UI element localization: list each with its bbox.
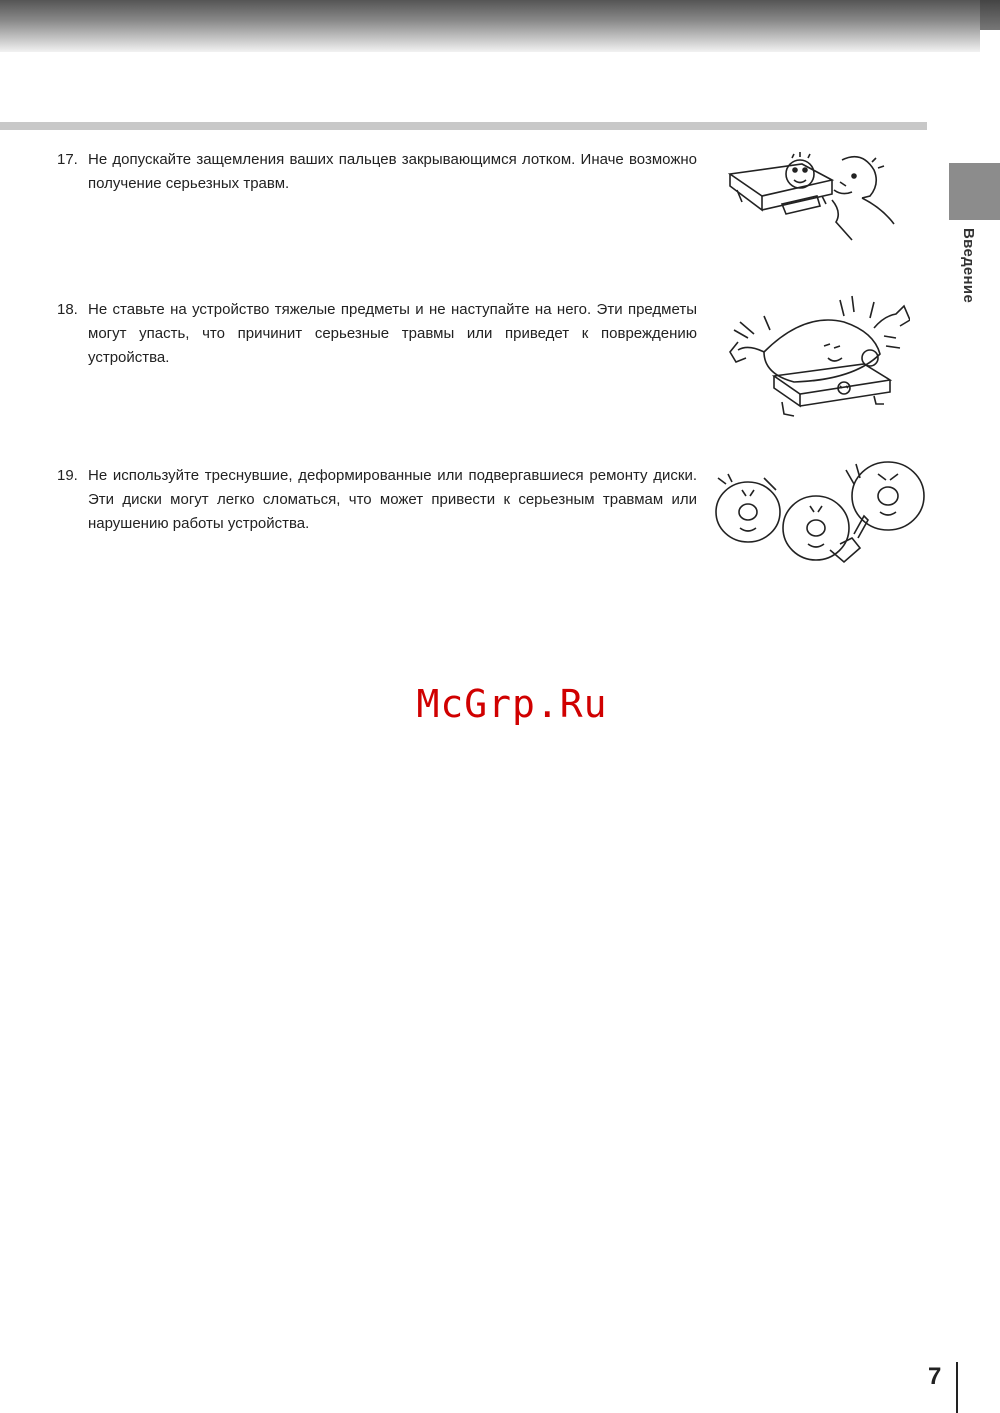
heavy-object-illustration xyxy=(724,292,910,422)
item-text: Не ставьте на устройство тяжелые предметы и не наступайте на него. Эти предметы могут упасть, что причинит серьезные травмы или приведет к повреждению устройства. xyxy=(88,301,697,366)
item-text: Не используйте треснувшие, деформированные или подвергавшиеся ремонту диски. Эти диски могут легко сломаться, что может привести к серьезным травмам или нарушению работы устройства. xyxy=(88,467,697,532)
list-item-19 xyxy=(57,464,697,536)
section-tab-label: Введение xyxy=(960,228,977,304)
header-band xyxy=(0,0,980,52)
tray-finger-illustration xyxy=(722,152,897,242)
page-number: 7 xyxy=(928,1363,942,1390)
item-number: 18. xyxy=(57,301,78,318)
damaged-discs-illustration xyxy=(714,460,930,568)
section-tab-marker xyxy=(949,163,1000,220)
item-number: 17. xyxy=(57,151,78,168)
item-number: 19. xyxy=(57,467,78,484)
page-number-divider xyxy=(956,1362,958,1413)
header-corner xyxy=(980,0,1000,30)
item-text: Не допускайте защемления ваших пальцев закрывающимся лотком. Иначе возможно получение серьезных травм. xyxy=(88,151,697,192)
watermark-text: McGrp.Ru xyxy=(416,682,608,726)
list-item-18 xyxy=(57,298,697,370)
header-rule xyxy=(0,122,927,130)
list-item-17 xyxy=(57,148,697,196)
